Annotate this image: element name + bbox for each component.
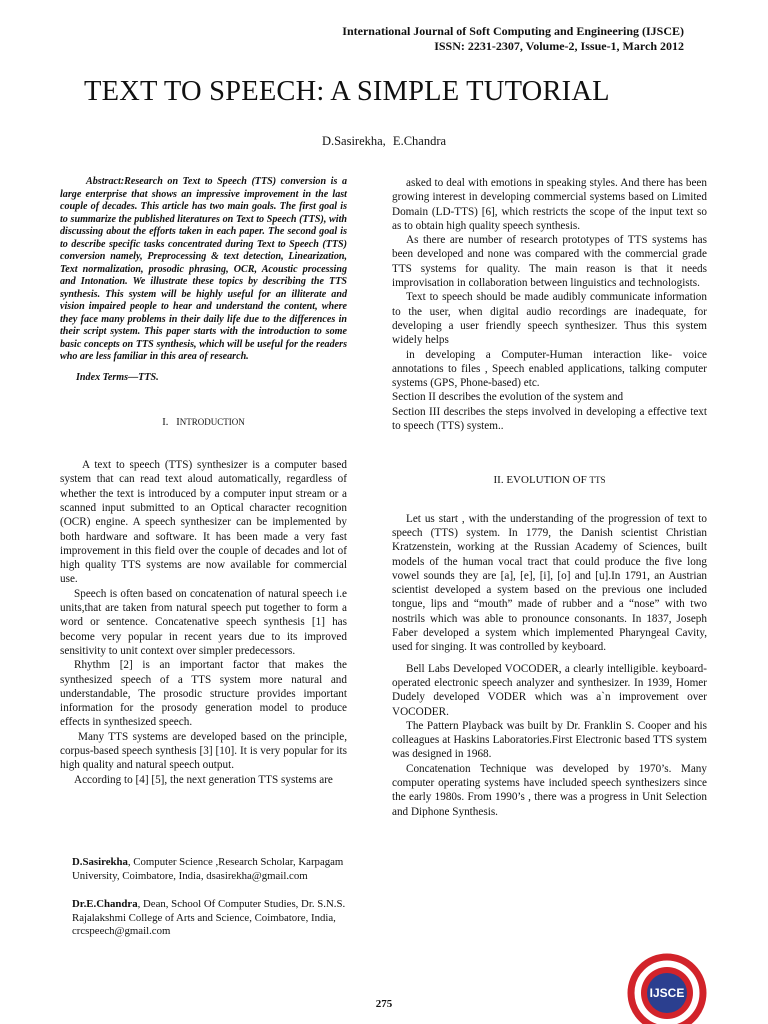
right-paragraph: Concatenation Technique was developed by 1970’s. Many computer operating systems have included speech synthesizers since the early 1980s. From 1990’s , there was a progress in Unit Selection and Diphone Synthesis. [392, 762, 707, 818]
right-paragraph: Section II describes the evolution of the system and [392, 391, 624, 404]
footnote-text: , Dean, School Of Computer Studies, Dr. S.N.S. Rajalakshmi College of Arts and Science, Coimbatore, India, crcspeech@gmail.com [72, 898, 346, 937]
index-terms: Index Terms—TTS. [76, 371, 159, 383]
section-initial: I [176, 416, 180, 428]
footnote-text: , Computer Science ,Research Scholar, Karpagam University, Coimbatore, India, dsasirekha@gmail.com [72, 856, 344, 882]
section-heading-introduction [60, 415, 347, 430]
paper-title: TEXT TO SPEECH: A SIMPLE TUTORIAL [84, 76, 610, 107]
left-paragraph: A text to speech (TTS) synthesizer is a computer based system that can read text aloud automatically, regardless of whether the text is introduced by a computer input stream or a scanned input submitted to an Optical character recognition (OCR) engine. A speech synthesizer can be implemented by both hardware and software. It has been made a very fast improvement in this field over the couple of decades and lot of high quality TTS systems are now available for commercial use. [60, 459, 347, 586]
footnote-author-2 [72, 898, 372, 939]
journal-name: International Journal of Soft Computing and Engineering (IJSCE) [342, 24, 684, 38]
right-paragraph: Section III describes the steps involved in developing a effective text to speech (TTS) system.. [392, 405, 707, 433]
abstract [60, 176, 347, 364]
ijsce-logo [622, 948, 712, 1024]
right-paragraph: As there are number of research prototypes of TTS systems has been developed and none was compared with the commercial grade TTS systems for quality. The main reason is that it needs improvisation in collaboration between linguistics and technologists. [392, 234, 707, 290]
right-paragraph: asked to deal with emotions in speaking styles. And there has been growing interest in developing commercial systems based on Limited Domain (LD-TTS) [6], which restricts the scope of the input text so as to obtain high quality speech synthesis. [392, 177, 707, 232]
journal-header [342, 24, 684, 54]
paper-authors: D.Sasirekha, E.Chandra [321, 134, 447, 148]
left-paragraph: Many TTS systems are developed based on the principle, corpus-based speech synthesis [3] [10]. It is very popular for its high quality and natural speech output. [60, 730, 347, 772]
journal-issn: ISSN: 2231-2307, Volume-2, Issue-1, March 2012 [434, 39, 684, 53]
footnote-name: D.Sasirekha [72, 856, 128, 868]
left-paragraph: According to [4] [5], the next generation TTS systems are [74, 773, 333, 786]
left-paragraph: Rhythm [2] is an important factor that makes the synthesized speech of a TTS system more natural and understandable, The prosodic structure provides important information for the prosody generation model to produce effects in synthesized speech. [60, 659, 347, 729]
right-paragraph: Bell Labs Developed VOCODER, a clearly intelligible. keyboard-operated electronic speech analyzer and synthesizer. In 1939, Homer Dudely developed VODER which was a`n improvement over VOCODER. [392, 662, 707, 718]
footnote-name: Dr.E.Chandra [72, 898, 138, 910]
abstract-label: Abstract: [86, 176, 125, 187]
right-paragraph: Let us start , with the understanding of the progression of text to speech (TTS) system. In 1779, the Danish scientist Christian Kratzenstein, working at the Russian Academy of Sciences, built models of the human vocal tract that could produce the five long vowel sounds they are [a], [e], [i], [o] and [u].In 1791, an Austrian scientist developed a system based on the previous one included tongue, lips and “mouth” made of rubber and a “nose” with two nostrils which was able to pronounce consonants. In 1837, Joseph Faber developed a system which implemented Pharyngeal Cavity, used for singing. It was controlled by keyboard. [392, 512, 707, 654]
left-paragraph: Speech is often based on concatenation of natural speech i.e units,that are taken from natural speech put together to form a word or sentence. Concatenative speech synthesis [1] has become very popular in recent years due to its improved sensitivity to unit context over simpler predecessors. [60, 587, 347, 657]
page-number: 275 [375, 998, 393, 1010]
abstract-paragraph [60, 176, 347, 364]
abstract-text: Research on Text to Speech (TTS) conversion is a large enterprise that shows an impressive improvement in the last couple of decades. This article has two main goals. The first goal is to summarize the published literatures on Text to Speech (TTS), with discussing about the efforts taken in each paper. The second goal is to describe specific tasks concentrated during Text to Speech (TTS) conversion namely, Preprocessing & text detection, Linearization, Text normalization, prosodic phrasing, OCR, Acoustic processing and Intonation. We illustrate these topics by describing the TTS synthesis. This system will be highly useful for an illiterate and vision impaired people to hear and understand the content, where they face many problems in their daily life due to the differences in their script system. This paper starts with the introduction to some basic concepts on TTS synthesis, which will be useful for the readers who are less familiar in this area of research. [60, 176, 347, 362]
section2-small: TTS [589, 475, 606, 486]
section-rest: NTRODUCTION [179, 416, 245, 427]
right-paragraph: Text to speech should be made audibly communicate information to the user, when digital audio recordings are inadequate, for developing a user friendly speech synthesizer. Thus this system widely helps [392, 291, 707, 347]
section-numeral: I. [162, 416, 169, 428]
logo-text: IJSCE [649, 986, 685, 1000]
right-column [392, 176, 707, 819]
section2-label: II. EVOLUTION OF [493, 474, 587, 487]
left-column [60, 176, 347, 787]
section-heading-evolution [392, 473, 707, 487]
footnote-author-1 [72, 856, 372, 883]
right-paragraph: The Pattern Playback was built by Dr. Franklin S. Cooper and his colleagues at Haskins Laboratories.First Electronic based TTS system was designed in 1968. [392, 719, 707, 761]
right-paragraph: in developing a Computer-Human interaction like- voice annotations to files , Speech enabled applications, talking computer systems (GPS, Phone-based) etc. [392, 348, 707, 390]
